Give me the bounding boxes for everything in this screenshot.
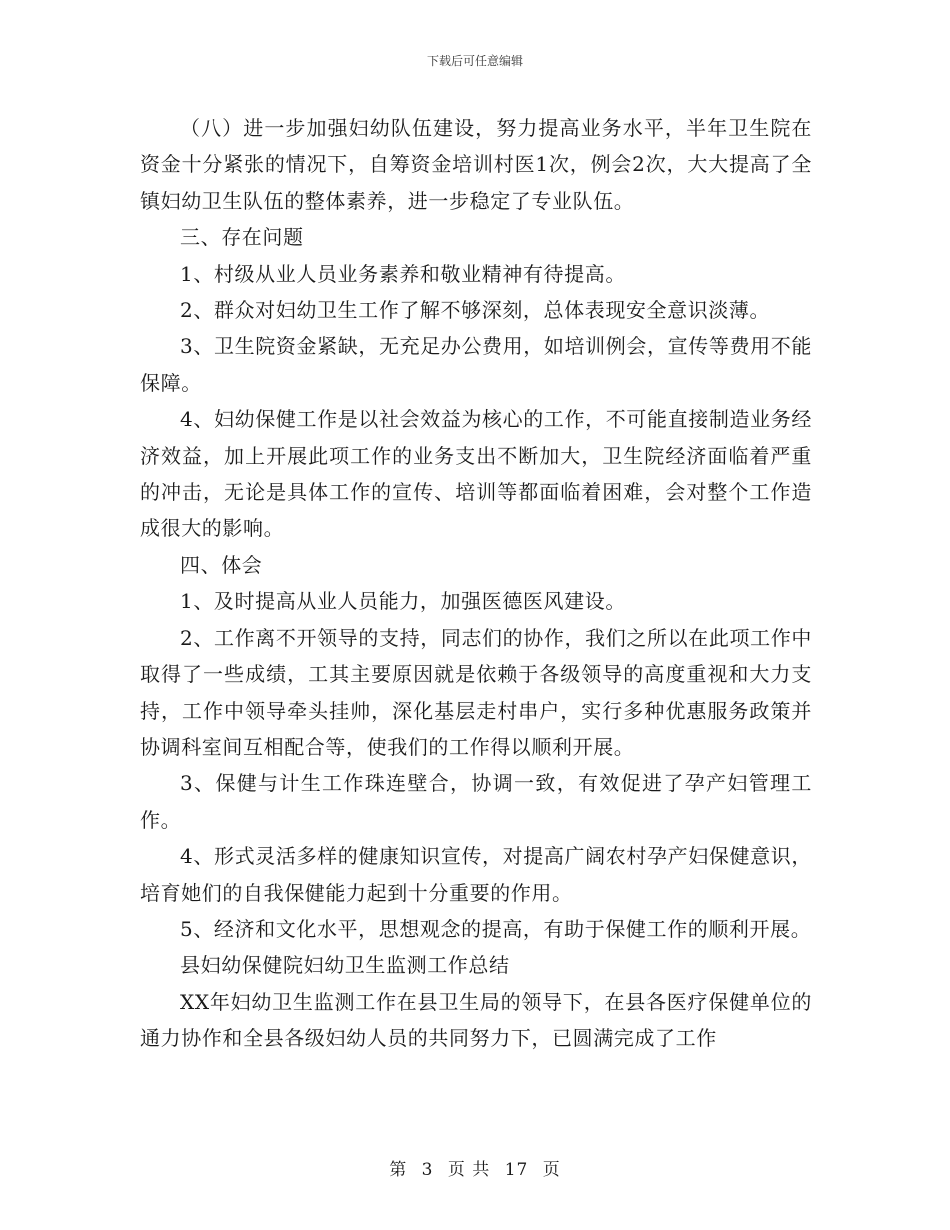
experience-item-2: 2、工作离不开领导的支持，同志们的协作，我们之所以在此项工作中取得了一些成绩，工其主要原因就是依赖于各级领导的高度重视和大力支持，工作中领导牵头挂帅，深化基层走村串户，实行多种优惠服务政策并协调科室间互相配合等，使我们的工作得以顺利开展。 (140, 625, 812, 759)
section-title-monitoring-summary: 县妇幼保健院妇幼卫生监测工作总结 (180, 953, 510, 978)
page-header: 下载后可任意编辑 (426, 54, 523, 68)
problem-item-4: 4、妇幼保健工作是以社会效益为核心的工作，不可能直接制造业务经济效益，加上开展此项工作的业务支出不断加大，卫生院经济面临着严重的冲击，无论是具体工作的宣传、培训等都面临着困难，会对整个工作造成很大的影响。 (140, 407, 812, 541)
experience-item-3: 3、保健与计生工作珠连壁合，协调一致，有效促进了孕产妇管理工作。 (140, 771, 812, 832)
page-number: 3 (421, 1160, 434, 1180)
footer-prefix: 第 (389, 1160, 408, 1180)
problem-item-1: 1、村级从业人员业务素养和敬业精神有待提高。 (180, 261, 626, 286)
document-body (140, 110, 812, 1057)
experience-item-5: 5、经济和文化水平，思想观念的提高，有助于保健工作的顺利开展。 (180, 916, 812, 941)
footer-middle: 页 共 (447, 1160, 491, 1180)
problem-item-2: 2、群众对妇幼卫生工作了解不够深刻，总体表现安全意识淡薄。 (180, 298, 771, 323)
page-footer (0, 1155, 950, 1180)
paragraph-monitoring-intro: XX年妇幼卫生监测工作在县卫生局的领导下，在县各医疗保健单位的通力协作和全县各级妇幼人员的共同努力下，已圆满完成了工作 (140, 989, 812, 1051)
experience-item-4: 4、形式灵活多样的健康知识宣传，对提高广阔农村孕产妇保健意识，培育她们的自我保健能力起到十分重要的作用。 (140, 844, 812, 905)
experience-item-1: 1、及时提高从业人员能力，加强医德医风建设。 (180, 589, 626, 614)
total-pages: 17 (504, 1160, 529, 1180)
heading-experience: 四、体会 (180, 552, 263, 577)
problem-item-3: 3、卫生院资金紧缺，无充足办公费用，如培训例会，宣传等费用不能保障。 (140, 334, 812, 395)
paragraph-section-8: （八）进一步加强妇幼队伍建设，努力提高业务水平，半年卫生院在资金十分紧张的情况下，自筹资金培训村医1次，例会2次，大大提高了全镇妇幼卫生队伍的整体素养，进一步稳定了专业队伍。 (140, 116, 812, 213)
footer-suffix: 页 (542, 1160, 561, 1180)
heading-existing-problems: 三、存在问题 (180, 225, 304, 250)
